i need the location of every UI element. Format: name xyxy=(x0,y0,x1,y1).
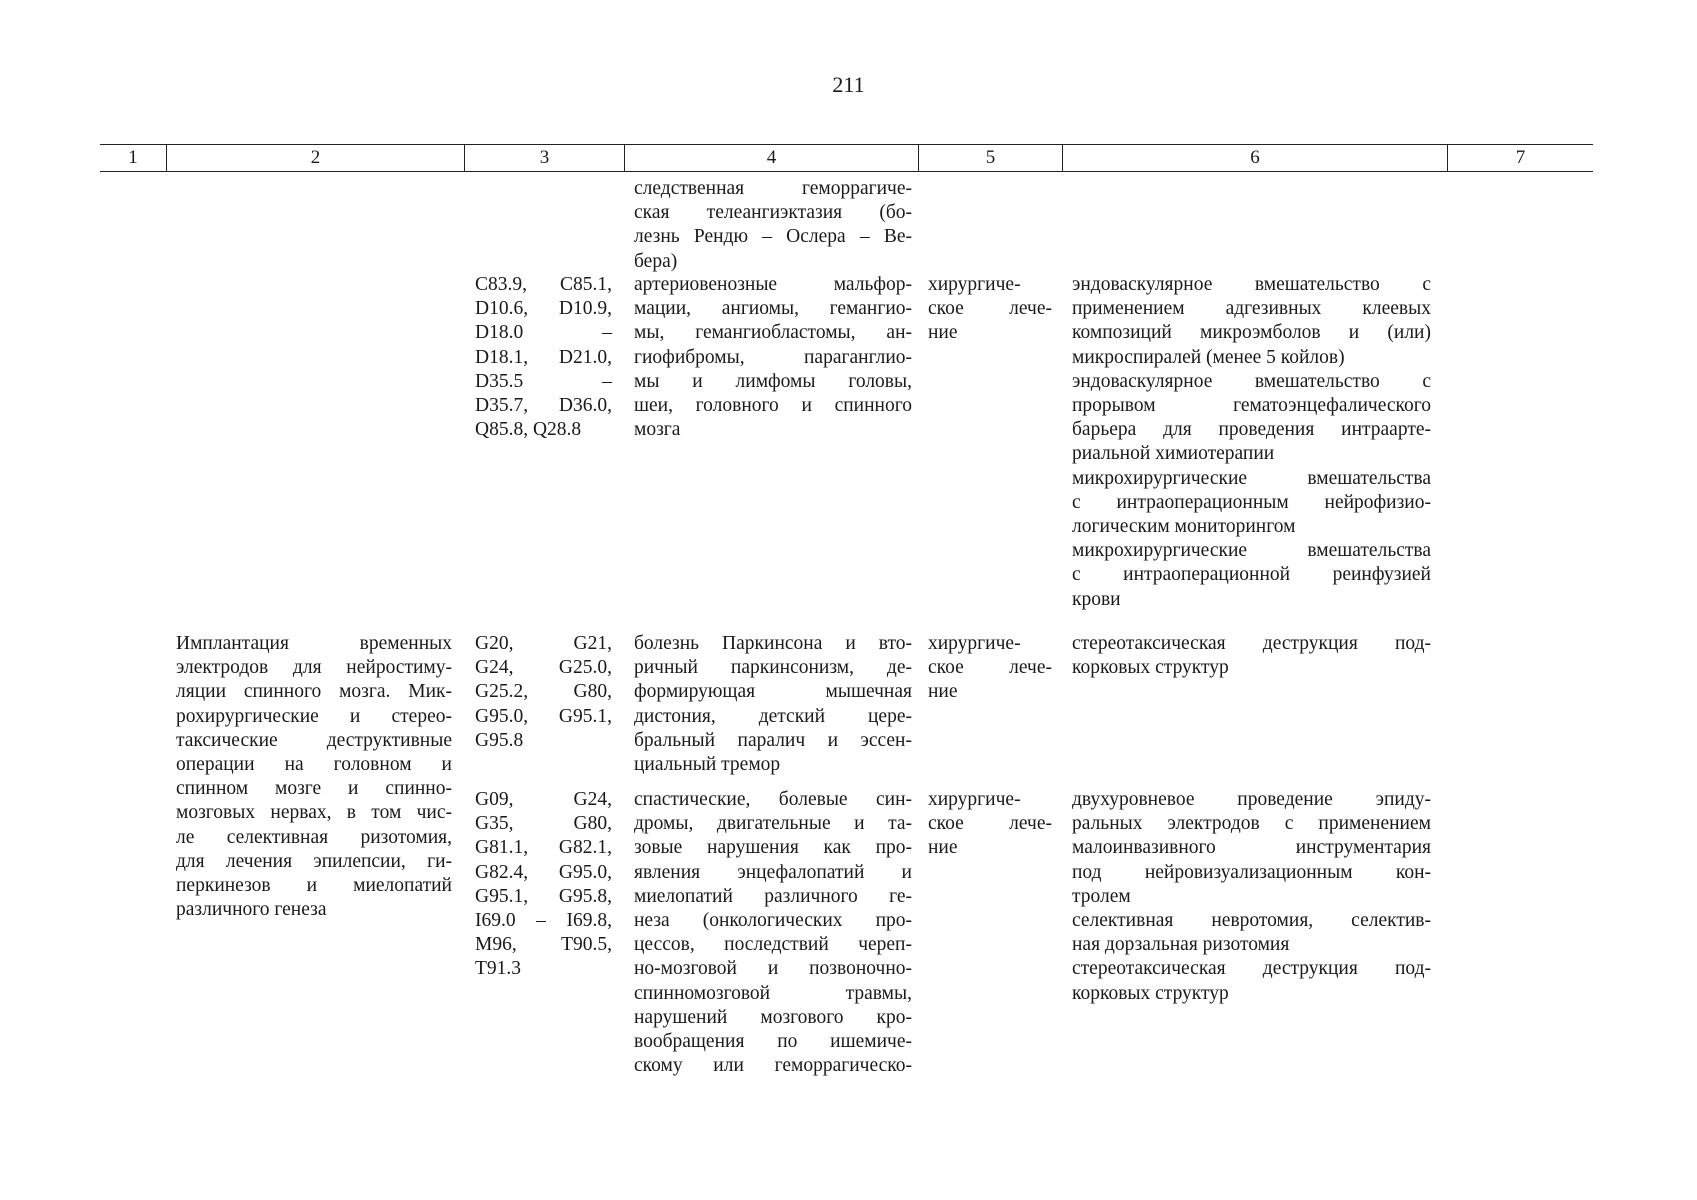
text-line: следственная геморрагиче- xyxy=(634,178,912,199)
text-line: корковых структур xyxy=(1072,982,1229,1004)
text-line: цессов, последствий череп- xyxy=(634,934,912,956)
text-line: спастические, болевые син- xyxy=(634,789,912,810)
text-line: ское лече- xyxy=(928,298,1052,320)
text-line: ричный паркинсонизм, де- xyxy=(634,657,912,679)
text-line: перкинезов и миелопатий xyxy=(176,875,452,897)
text-line: зовые нарушения как про- xyxy=(634,837,912,859)
text-line: бральный паралич и эссен- xyxy=(634,729,912,751)
diagnosis-cell xyxy=(634,177,912,274)
text-line: эндоваскулярное вмешательство с xyxy=(1072,274,1431,295)
text-line: артериовенозные мальфор- xyxy=(634,274,912,295)
text-line: I69.0 – I69.8, xyxy=(475,910,612,932)
text-line: барьера для проведения интраарте- xyxy=(1072,419,1431,441)
text-line: с интраоперационной реинфузией xyxy=(1072,564,1431,586)
text-line: болезнь Паркинсона и вто- xyxy=(634,633,912,654)
text-line: операции на головном и xyxy=(176,754,452,776)
text-line: C83.9, C85.1, xyxy=(475,274,612,295)
text-line: ние xyxy=(928,837,958,859)
text-line: спинномозговой травмы, xyxy=(634,982,912,1004)
text-line: таксические деструктивные xyxy=(176,729,452,751)
text-line: лезнь Рендю – Ослера – Ве- xyxy=(634,226,912,248)
text-line: G09, G24, xyxy=(475,789,612,810)
text-line: стереотаксическая деструкция под- xyxy=(1072,633,1431,654)
text-line: ское лече- xyxy=(928,657,1052,679)
text-line: малоинвазивного инструментария xyxy=(1072,837,1431,859)
diagnosis-cell xyxy=(634,273,912,442)
text-line: гиофибромы, параганглио- xyxy=(634,346,912,368)
text-line: но-мозговой и позвоночно- xyxy=(634,958,912,980)
text-line: крови xyxy=(1072,588,1121,610)
text-line: стереотаксическая деструкция под- xyxy=(1072,958,1431,980)
text-line: двухуровневое проведение эпиду- xyxy=(1072,789,1431,810)
column-header-1: 1 xyxy=(128,147,138,168)
text-line: ская телеангиэктазия (бо- xyxy=(634,202,912,224)
text-line: G95.8 xyxy=(475,729,524,751)
table-header-row xyxy=(100,144,1593,172)
text-line: G95.0, G95.1, xyxy=(475,705,612,727)
column-header-5: 5 xyxy=(918,145,1062,171)
text-line: спинном мозге и спинно- xyxy=(176,778,452,800)
text-line: циальный тремор xyxy=(634,754,781,776)
text-line: явления энцефалопатий и xyxy=(634,861,912,883)
text-line: различного генеза xyxy=(176,899,327,921)
text-line: мозга xyxy=(634,419,681,441)
text-line: для лечения эпилепсии, ги- xyxy=(176,850,452,872)
text-line: D18.0 – xyxy=(475,322,612,344)
text-line: ние xyxy=(928,322,958,344)
text-line: G24, G25.0, xyxy=(475,657,612,679)
text-line: мы, гемангиобластомы, ан- xyxy=(634,322,912,344)
treatment-method-cell xyxy=(1072,788,1431,1006)
treatment-method-cell xyxy=(1072,273,1431,612)
text-line: нарушений мозгового кро- xyxy=(634,1006,912,1028)
icd-codes-cell xyxy=(475,273,612,442)
text-line: Q85.8, Q28.8 xyxy=(475,419,582,441)
text-line: G81.1, G82.1, xyxy=(475,837,612,859)
text-line: G35, G80, xyxy=(475,813,612,835)
treatment-method-cell xyxy=(1072,632,1431,680)
text-line: миелопатий различного ге- xyxy=(634,885,912,907)
text-line: микрохирургические вмешательства xyxy=(1072,467,1431,489)
column-header-2: 2 xyxy=(166,145,464,171)
text-line: мации, ангиомы, гемангио- xyxy=(634,298,912,320)
text-line: ние xyxy=(928,681,958,703)
text-line: ральных электродов с применением xyxy=(1072,813,1431,835)
text-line: неза (онкологических про- xyxy=(634,910,912,932)
text-line: M96, T90.5, xyxy=(475,934,612,956)
text-line: логическим мониторингом xyxy=(1072,516,1296,538)
text-line: шеи, головного и спинного xyxy=(634,395,912,417)
text-line: с интраоперационным нейрофизио- xyxy=(1072,491,1431,513)
text-line: мозговых нервах, в том чис- xyxy=(176,802,452,824)
text-line: композиций микроэмболов и (или) xyxy=(1072,322,1431,344)
text-line: хирургиче- xyxy=(928,633,1021,654)
diagnosis-cell xyxy=(634,632,912,777)
text-line: ная дорзальная ризотомия xyxy=(1072,934,1290,956)
column-header-7: 7 xyxy=(1447,145,1593,171)
treatment-type-cell xyxy=(928,273,1052,346)
intervention-cell xyxy=(176,632,452,922)
diagnosis-cell xyxy=(634,788,912,1078)
text-line: G82.4, G95.0, xyxy=(475,861,612,883)
text-line: риальной химиотерапии xyxy=(1072,443,1275,465)
page-number: 211 xyxy=(832,72,865,97)
icd-codes-cell xyxy=(475,788,612,982)
text-line: дистония, детский цере- xyxy=(634,705,912,727)
text-line: рохирургические и стерео- xyxy=(176,705,452,727)
text-line: ле селективная ризотомия, xyxy=(176,826,452,848)
text-line: микроспиралей (менее 5 койлов) xyxy=(1072,346,1345,368)
text-line: G25.2, G80, xyxy=(475,681,612,703)
text-line: G95.1, G95.8, xyxy=(475,885,612,907)
text-line: эндоваскулярное вмешательство с xyxy=(1072,370,1431,392)
text-line: скому или геморрагическо- xyxy=(634,1055,912,1077)
column-header-3: 3 xyxy=(464,145,624,171)
text-line: электродов для нейростиму- xyxy=(176,657,452,679)
text-line: прорывом гематоэнцефалического xyxy=(1072,395,1431,417)
text-line: дромы, двигательные и та- xyxy=(634,813,912,835)
text-line: D35.5 – xyxy=(475,370,612,392)
text-line: применением адгезивных клеевых xyxy=(1072,298,1431,320)
text-line: тролем xyxy=(1072,885,1131,907)
text-line: ское лече- xyxy=(928,813,1052,835)
text-line: микрохирургические вмешательства xyxy=(1072,540,1431,562)
text-line: мы и лимфомы головы, xyxy=(634,370,912,392)
treatment-type-cell xyxy=(928,788,1052,861)
text-line: формирующая мышечная xyxy=(634,681,912,703)
column-header-4: 4 xyxy=(624,145,918,171)
text-line: бера) xyxy=(634,250,678,272)
text-line: Имплантация временных xyxy=(176,633,452,654)
text-line: D18.1, D21.0, xyxy=(475,346,612,368)
text-line: D35.7, D36.0, xyxy=(475,395,612,417)
text-line: под нейровизуализационным кон- xyxy=(1072,861,1431,883)
text-line: T91.3 xyxy=(475,958,522,980)
text-line: вообращения по ишемиче- xyxy=(634,1031,912,1053)
treatment-type-cell xyxy=(928,632,1052,705)
text-line: хирургиче- xyxy=(928,789,1021,810)
text-line: корковых структур xyxy=(1072,657,1229,679)
text-line: селективная невротомия, селектив- xyxy=(1072,910,1431,932)
text-line: ляции спинного мозга. Мик- xyxy=(176,681,452,703)
text-line: D10.6, D10.9, xyxy=(475,298,612,320)
column-header-6: 6 xyxy=(1062,145,1447,171)
text-line: G20, G21, xyxy=(475,633,612,654)
text-line: хирургиче- xyxy=(928,274,1021,295)
icd-codes-cell xyxy=(475,632,612,753)
